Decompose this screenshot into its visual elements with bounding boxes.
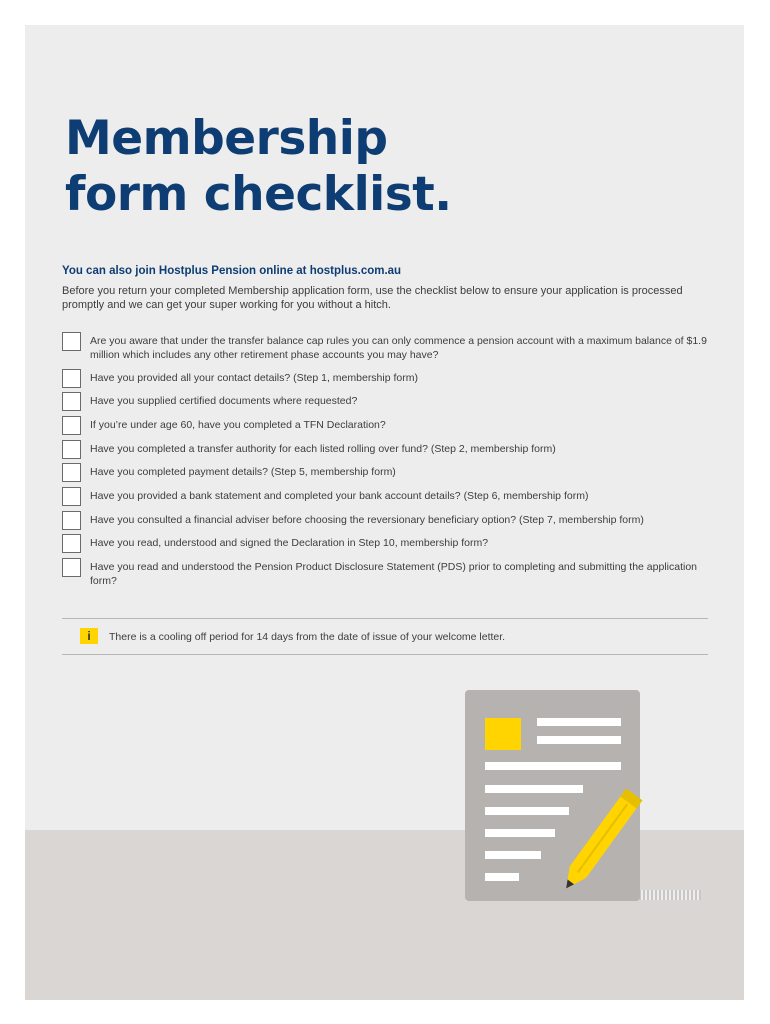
checkbox[interactable] <box>62 369 81 388</box>
checkbox[interactable] <box>62 440 81 459</box>
checkbox[interactable] <box>62 487 81 506</box>
checklist-item-text: Are you aware that under the transfer balance cap rules you can only commence a pension account with a maximum balance of $1.9 million which includes any other retirement phase accounts you may have? <box>90 335 707 361</box>
text-line <box>537 718 621 726</box>
text-line <box>485 851 541 859</box>
info-icon: i <box>80 628 98 644</box>
title-line-2: form checklist. <box>65 167 452 222</box>
checklist-item-text: Have you supplied certified documents where requested? <box>90 395 358 407</box>
pencil-icon <box>545 775 655 905</box>
checklist-item-text: Have you provided a bank statement and completed your bank account details? (Step 6, membership form) <box>90 490 589 502</box>
divider-top <box>62 618 708 619</box>
online-join-note: You can also join Hostplus Pension online at hostplus.com.au <box>62 265 402 277</box>
form-illustration <box>465 690 705 905</box>
checklist-item-text: If you’re under age 60, have you completed a TFN Declaration? <box>90 419 386 431</box>
title-line-1: Membership <box>65 111 388 166</box>
checkbox[interactable] <box>62 416 81 435</box>
text-line <box>537 736 621 744</box>
checkbox[interactable] <box>62 558 81 577</box>
checklist-item-text: Have you completed a transfer authority for each listed rolling over fund? (Step 2, membership form) <box>90 443 556 455</box>
checklist-item-text: Have you read, understood and signed the Declaration in Step 10, membership form? <box>90 537 489 549</box>
intro-paragraph: Before you return your completed Membership application form, use the checklist below to ensure your application is processed promptly and we can get your super working for you without a hitch. <box>62 285 683 311</box>
document-page <box>25 25 744 1000</box>
text-line <box>485 873 519 881</box>
divider-bottom <box>62 654 708 655</box>
checkbox[interactable] <box>62 511 81 530</box>
checklist-item-text: Have you provided all your contact details? (Step 1, membership form) <box>90 372 418 384</box>
checkbox[interactable] <box>62 463 81 482</box>
page-title <box>65 111 452 223</box>
checklist-item-text: Have you consulted a financial adviser before choosing the reversionary beneficiary option? (Step 7, membership form) <box>90 514 644 526</box>
checkbox[interactable] <box>62 392 81 411</box>
text-line <box>485 762 621 770</box>
checkbox[interactable] <box>62 534 81 553</box>
checklist-item-text: Have you completed payment details? (Step 5, membership form) <box>90 466 396 478</box>
checkbox[interactable] <box>62 332 81 351</box>
checklist-item-text: Have you read and understood the Pension Product Disclosure Statement (PDS) prior to completing and submitting the application form? <box>90 561 698 587</box>
photo-placeholder <box>485 718 521 750</box>
cooling-off-notice: There is a cooling off period for 14 days from the date of issue of your welcome letter. <box>109 631 506 643</box>
